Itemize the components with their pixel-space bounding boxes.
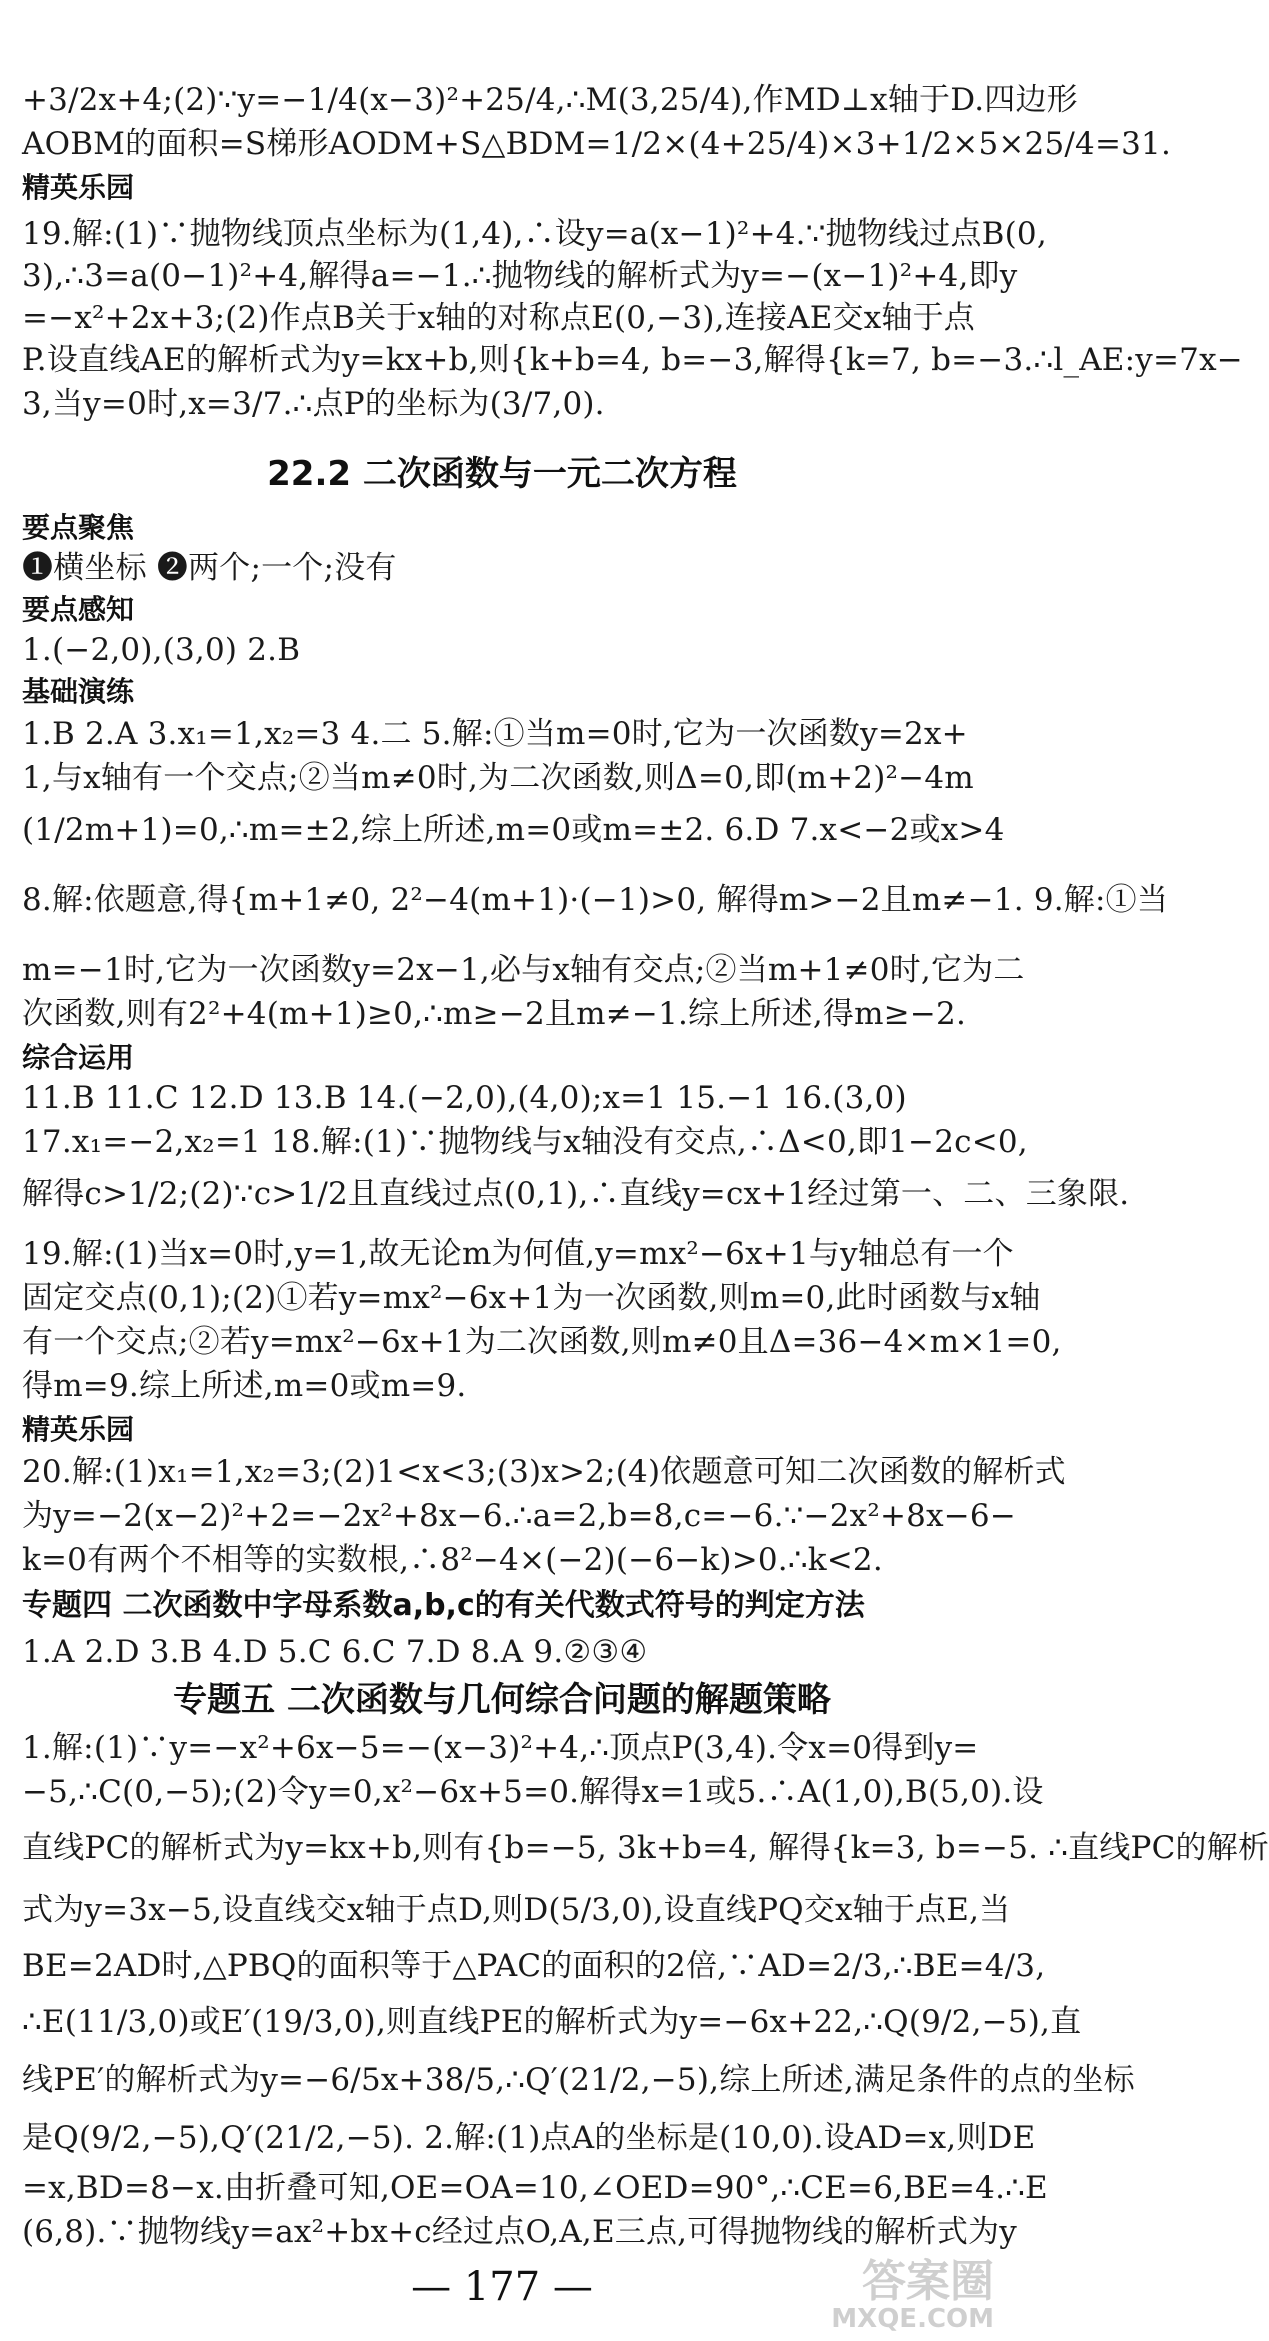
text-line: 20.解:(1)x₁=1,x₂=3;(2)1<x<3;(3)x>2;(4)依题意可知二次函数的解析式	[22, 1454, 1066, 1490]
text-line: k=0有两个不相等的实数根,∴8²−4×(−2)(−6−k)>0.∴k<2.	[22, 1542, 883, 1578]
text-line: 直线PC的解析式为y=kx+b,则有{b=−5, 3k+b=4, 解得{k=3, b=−5. ∴直线PC的解析	[22, 1830, 1269, 1866]
section-heading: 精英乐园	[22, 1413, 135, 1446]
text-line: =x,BD=8−x.由折叠可知,OE=OA=10,∠OED=90°,∴CE=6,BE=4.∴E	[22, 2170, 1048, 2206]
section-heading: 综合运用	[22, 1041, 135, 1074]
section-title: 专题四 二次函数中字母系数a,b,c的有关代数式符号的判定方法	[22, 1588, 865, 1623]
text-line: 是Q(9/2,−5),Q′(21/2,−5). 2.解:(1)点A的坐标是(10,0).设AD=x,则DE	[22, 2120, 1036, 2156]
text-line: 19.解:(1)当x=0时,y=1,故无论m为何值,y=mx²−6x+1与y轴总有一个	[22, 1236, 1014, 1272]
text-line: AOBM的面积=S梯形AODM+S△BDM=1/2×(4+25/4)×3+1/2×5×25/4=31.	[22, 126, 1172, 162]
text-line: 8.解:依题意,得{m+1≠0, 2²−4(m+1)·(−1)>0, 解得m>−2且m≠−1. 9.解:①当	[22, 882, 1169, 918]
section-heading: 基础演练	[22, 675, 135, 708]
text-line: ∴E(11/3,0)或E′(19/3,0),则直线PE的解析式为y=−6x+22,∴Q(9/2,−5),直	[22, 2004, 1082, 2040]
text-line: 1.(−2,0),(3,0) 2.B	[22, 632, 301, 668]
text-line: 3,当y=0时,x=3/7.∴点P的坐标为(3/7,0).	[22, 386, 605, 422]
section-heading: 精英乐园	[22, 171, 135, 204]
answer-page	[22, 0, 1269, 2341]
text-line: +3/2x+4;(2)∵y=−1/4(x−3)²+25/4,∴M(3,25/4),作MD⊥x轴于D.四边形	[22, 82, 1078, 118]
text-line: =−x²+2x+3;(2)作点B关于x轴的对称点E(0,−3),连接AE交x轴于点	[22, 300, 976, 336]
text-line: ❶横坐标 ❷两个;一个;没有	[22, 550, 397, 586]
text-line: (1/2m+1)=0,∴m=±2,综上所述,m=0或m=±2. 6.D 7.x<−2或x>4	[22, 812, 1005, 848]
text-line: 11.B 11.C 12.D 13.B 14.(−2,0),(4,0);x=1 15.−1 16.(3,0)	[22, 1080, 907, 1116]
watermark-logo	[831, 2256, 994, 2334]
text-line: 1.A 2.D 3.B 4.D 5.C 6.C 7.D 8.A 9.②③④	[22, 1634, 648, 1670]
text-line: 17.x₁=−2,x₂=1 18.解:(1)∵抛物线与x轴没有交点,∴Δ<0,即1−2c<0,	[22, 1124, 1028, 1160]
text-line: 线PE′的解析式为y=−6/5x+38/5,∴Q′(21/2,−5),综上所述,满足条件的点的坐标	[22, 2062, 1135, 2098]
text-line: 固定交点(0,1);(2)①若y=mx²−6x+1为一次函数,则m=0,此时函数与x轴	[22, 1280, 1041, 1316]
page-number: — 177 —	[411, 2264, 593, 2310]
text-line: 有一个交点;②若y=mx²−6x+1为二次函数,则m≠0且Δ=36−4×m×1=0,	[22, 1324, 1062, 1360]
section-heading: 要点感知	[22, 593, 135, 626]
text-line: 为y=−2(x−2)²+2=−2x²+8x−6.∴a=2,b=8,c=−6.∵−2x²+8x−6−	[22, 1498, 1017, 1534]
watermark-main: 答案圈	[862, 2256, 994, 2307]
watermark-sub: MXQE.COM	[831, 2304, 994, 2334]
text-line: 1,与x轴有一个交点;②当m≠0时,为二次函数,则Δ=0,即(m+2)²−4m	[22, 760, 974, 796]
section-title: 22.2 二次函数与一元二次方程	[267, 454, 737, 494]
text-line: P.设直线AE的解析式为y=kx+b,则{k+b=4, b=−3,解得{k=7, b=−3.∴l_AE:y=7x−	[22, 342, 1243, 378]
section-title: 专题五 二次函数与几何综合问题的解题策略	[173, 1680, 831, 1720]
section-heading: 要点聚焦	[22, 511, 135, 544]
text-line: 1.B 2.A 3.x₁=1,x₂=3 4.二 5.解:①当m=0时,它为一次函数y=2x+	[22, 716, 968, 752]
text-line: (6,8).∵抛物线y=ax²+bx+c经过点O,A,E三点,可得抛物线的解析式为y	[22, 2214, 1017, 2250]
text-line: 解得c>1/2;(2)∵c>1/2且直线过点(0,1),∴直线y=cx+1经过第一、二、三象限.	[22, 1176, 1130, 1212]
text-line: 得m=9.综上所述,m=0或m=9.	[22, 1368, 467, 1404]
text-line: m=−1时,它为一次函数y=2x−1,必与x轴有交点;②当m+1≠0时,它为二	[22, 952, 1025, 988]
text-line: 式为y=3x−5,设直线交x轴于点D,则D(5/3,0),设直线PQ交x轴于点E,当	[22, 1892, 1011, 1928]
text-line: 1.解:(1)∵y=−x²+6x−5=−(x−3)²+4,∴顶点P(3,4).令x=0得到y=	[22, 1730, 979, 1766]
text-line: 19.解:(1)∵抛物线顶点坐标为(1,4),∴设y=a(x−1)²+4.∵抛物线过点B(0,	[22, 216, 1047, 252]
text-line: −5,∴C(0,−5);(2)令y=0,x²−6x+5=0.解得x=1或5.∴A(1,0),B(5,0).设	[22, 1774, 1044, 1810]
text-line: 次函数,则有2²+4(m+1)≥0,∴m≥−2且m≠−1.综上所述,得m≥−2.	[22, 996, 967, 1032]
text-line: 3),∴3=a(0−1)²+4,解得a=−1.∴抛物线的解析式为y=−(x−1)²+4,即y	[22, 258, 1018, 294]
text-line: BE=2AD时,△PBQ的面积等于△PAC的面积的2倍,∵AD=2/3,∴BE=4/3,	[22, 1948, 1046, 1984]
